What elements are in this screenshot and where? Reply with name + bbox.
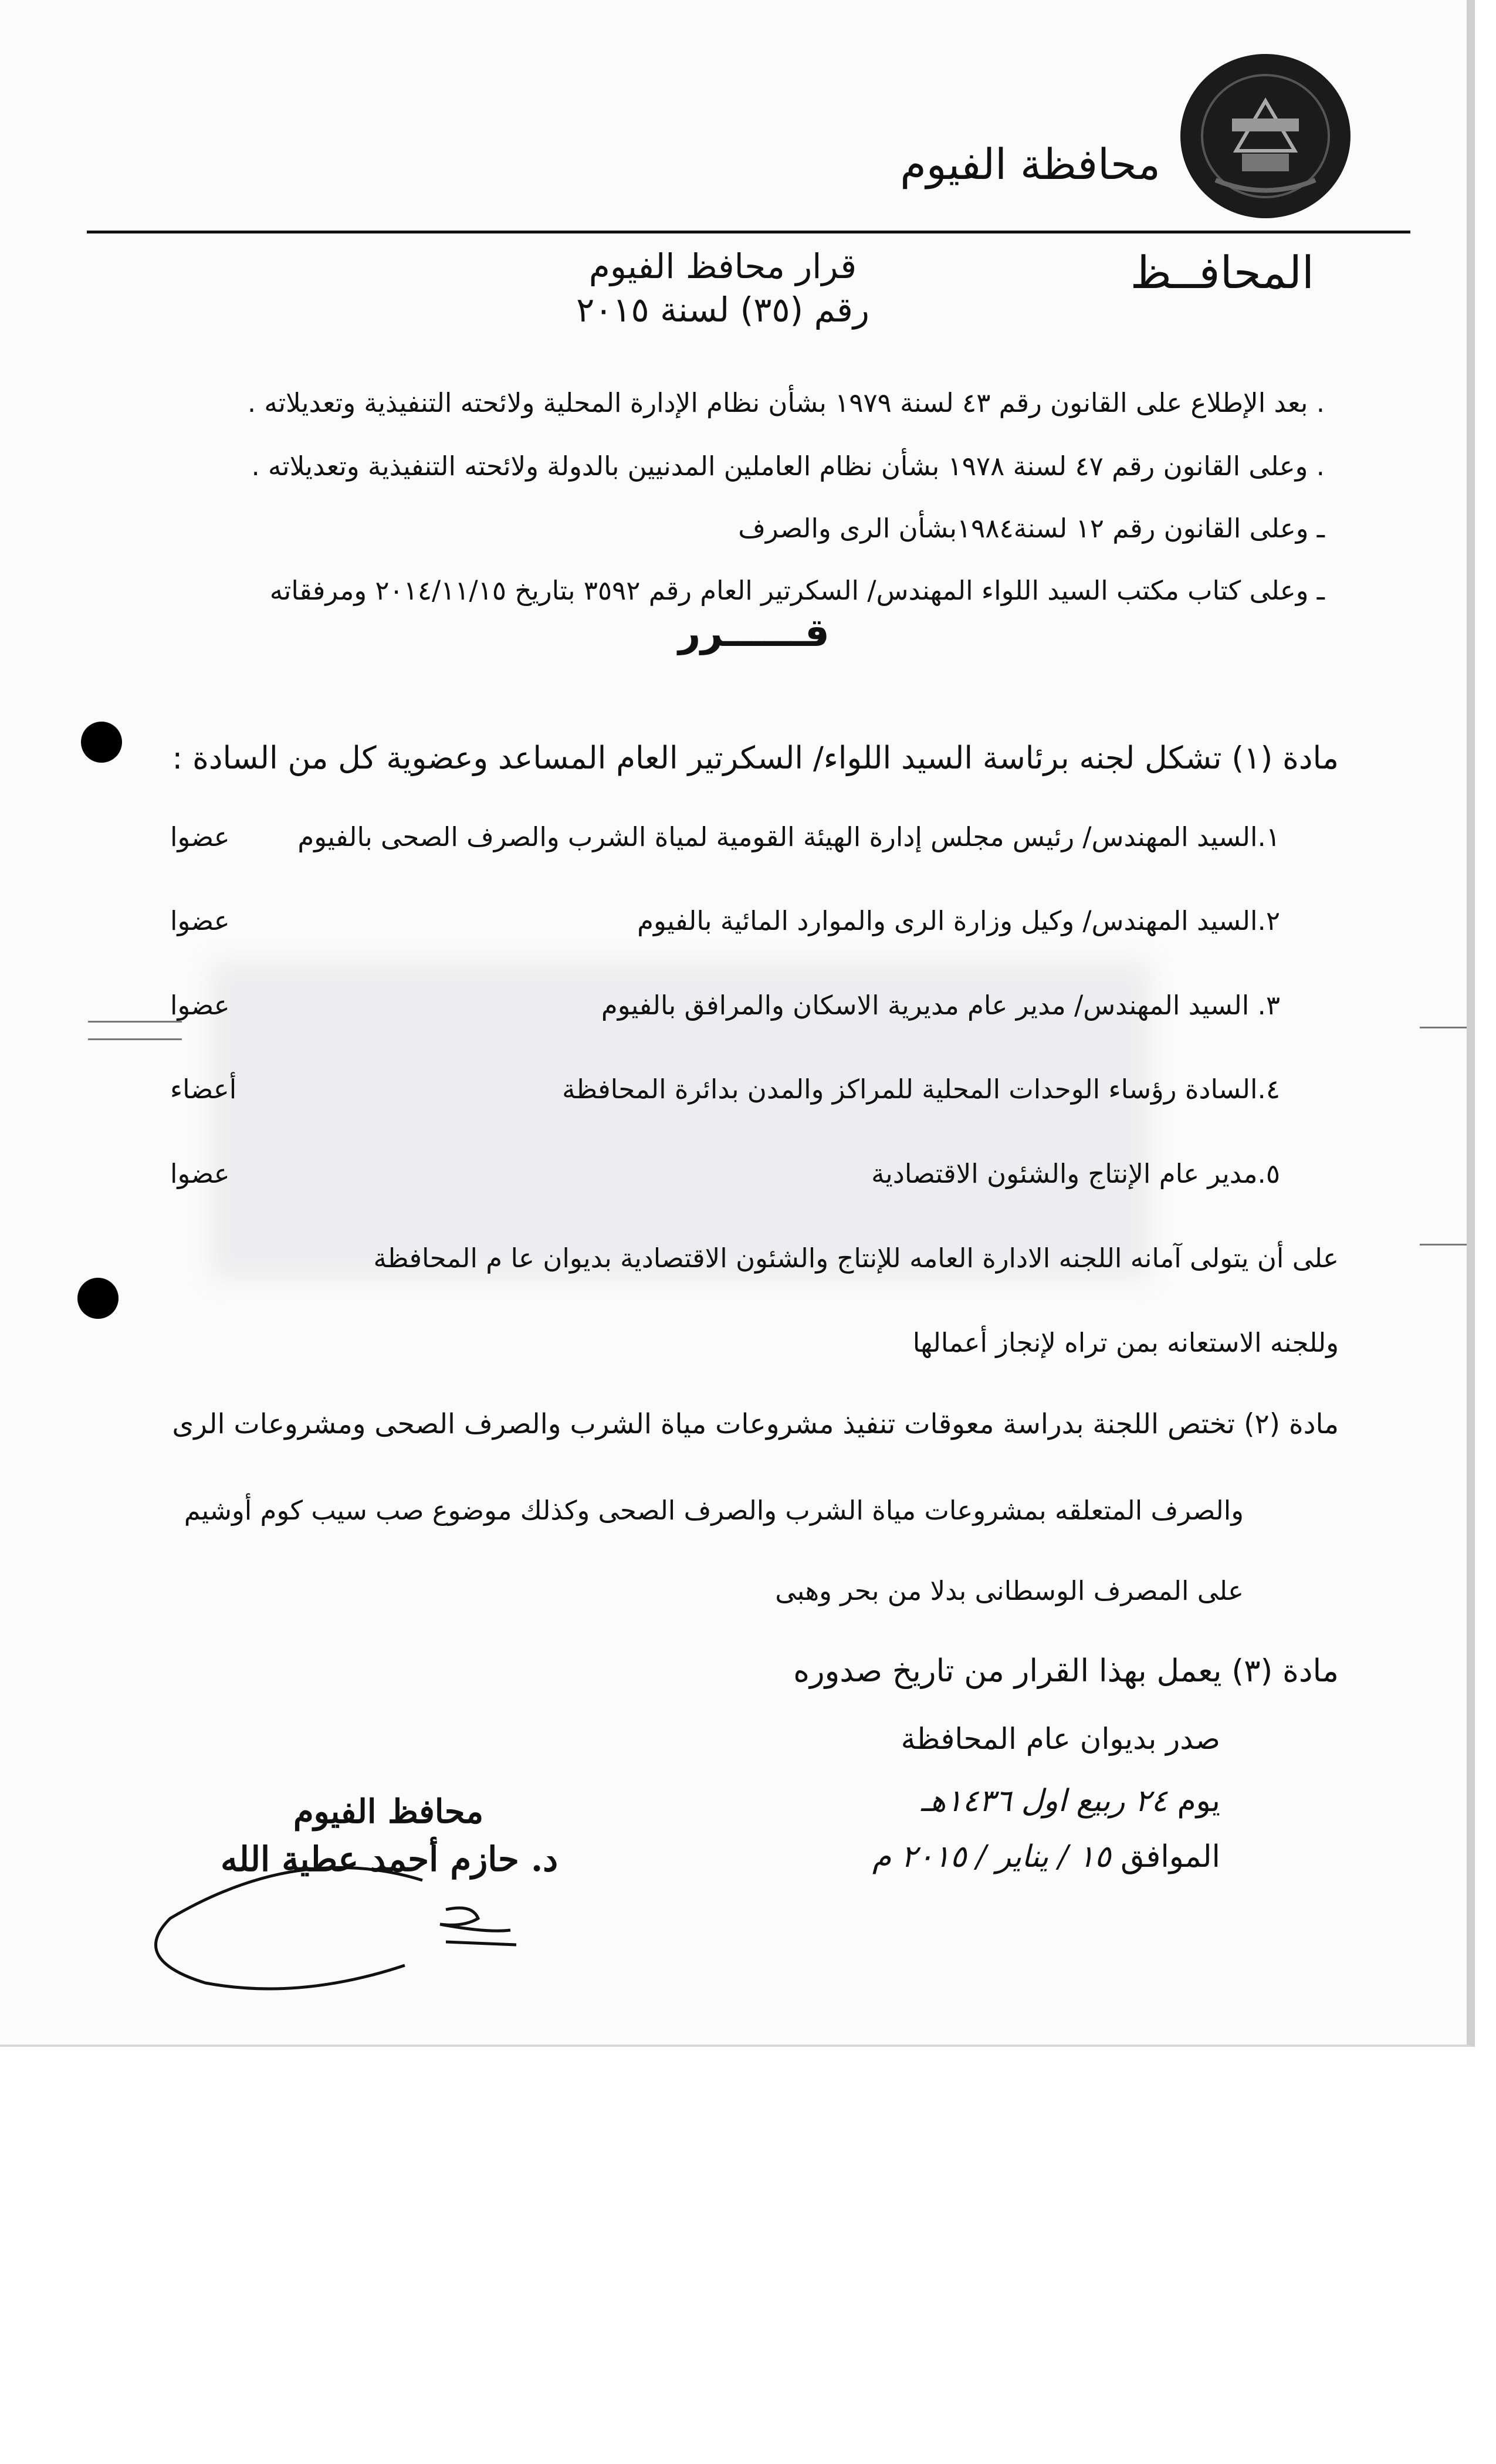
article-1-heading: مادة (١) تشكل لجنه برئاسة السيد اللواء/ السكرتير العام المساعد وعضوية كل من السادة : (172, 740, 1339, 776)
article-3: مادة (٣) يعمل بهذا القرار من تاريخ صدوره (793, 1653, 1339, 1689)
preamble-line: . بعد الإطلاع على القانون رقم ٤٣ لسنة ١٩٧٩ بشأن نظام الإدارة المحلية ولائحته التنفيذية وتعديلاته . (247, 387, 1325, 418)
member-line: ٥.مدير عام الإنتاج والشئون الاقتصادية (871, 1158, 1280, 1189)
assistance-note: وللجنه الاستعانه بمن تراه لإنجاز أعمالها (912, 1327, 1339, 1358)
article-2-line: مادة (٢) تختص اللجنة بدراسة معوقات تنفيذ مشروعات مياة الشرب والصرف الصحى ومشروعات الرى (172, 1408, 1339, 1440)
member-line: ٣. السيد المهندس/ مدير عام مديرية الاسكان والمرافق بالفيوم (601, 990, 1280, 1021)
hijri-label: يوم (1177, 1783, 1220, 1819)
signatory-title: محافظ الفيوم (293, 1792, 484, 1831)
gregorian-date-line (872, 1839, 1220, 1874)
scan-streak (88, 1021, 182, 1023)
header-divider (87, 231, 1410, 233)
article-2-line: على المصرف الوسطانى بدلا من بحر وهبى (775, 1575, 1244, 1606)
gregorian-label: الموافق (1121, 1839, 1220, 1874)
member-role: عضوا (170, 990, 230, 1021)
member-line: ٤.السادة رؤساء الوحدات المحلية للمراكز والمدن بدائرة المحافظة (562, 1074, 1280, 1105)
office-title: المحافــظ (1130, 246, 1314, 299)
preamble-line: . وعلى القانون رقم ٤٧ لسنة ١٩٧٨ بشأن نظام العاملين المدنيين بالدولة ولائحته التنفيذية وتعديلاته . (251, 451, 1325, 482)
article-2-line: والصرف المتعلقه بمشروعات مياة الشرب والصرف الصحى وكذلك موضوع صب سيب كوم أوشيم (184, 1495, 1244, 1526)
member-role: عضوا (170, 821, 230, 852)
secretariat-note: على أن يتولى آمانه اللجنه الادارة العامه للإنتاج والشئون الاقتصادية بديوان عا م المحافظة (373, 1243, 1339, 1274)
member-role: أعضاء (170, 1074, 237, 1105)
member-line: ٢.السيد المهندس/ وكيل وزارة الرى والموارد المائية بالفيوم (637, 905, 1280, 936)
hijri-date: ٢٤ ربيع اول ١٤٣٦هـ (920, 1783, 1167, 1819)
decree-title: قرار محافظ الفيوم (588, 246, 857, 286)
preamble-line: ـ وعلى القانون رقم ١٢ لسنة١٩٨٤بشأن الرى والصرف (738, 513, 1325, 544)
member-role: عضوا (170, 905, 230, 936)
scan-streak (1420, 1244, 1467, 1245)
governorate-name: محافظة الفيوم (900, 140, 1160, 189)
preamble-line: ـ وعلى كتاب مكتب السيد اللواء المهندس/ السكرتير العام رقم ٣٥٩٢ بتاريخ ٢٠١٤/١١/١٥ ومرفقاته (269, 575, 1325, 606)
scan-streak (1420, 1027, 1467, 1028)
scan-streak (88, 1038, 182, 1040)
member-line: ١.السيد المهندس/ رئيس مجلس إدارة الهيئة القومية لمياة الشرب والصرف الصحى بالفيوم (297, 821, 1280, 852)
gregorian-date: ١٥ / يناير / ٢٠١٥ م (872, 1839, 1111, 1874)
handwritten-signature (135, 1848, 534, 2001)
governorate-seal-logo (1180, 54, 1351, 218)
decree-number: رقم (٣٥) لسنة ٢٠١٥ (576, 290, 869, 330)
member-role: عضوا (170, 1158, 230, 1189)
hijri-date-line (921, 1783, 1220, 1819)
decided-heading: قــــــرر (678, 610, 830, 655)
punch-hole (81, 722, 122, 763)
issuance-place: صدر بديوان عام المحافظة (901, 1722, 1220, 1756)
signatory-name: د. حازم أحمد عطية الله (221, 1839, 559, 1879)
punch-hole (77, 1278, 119, 1319)
